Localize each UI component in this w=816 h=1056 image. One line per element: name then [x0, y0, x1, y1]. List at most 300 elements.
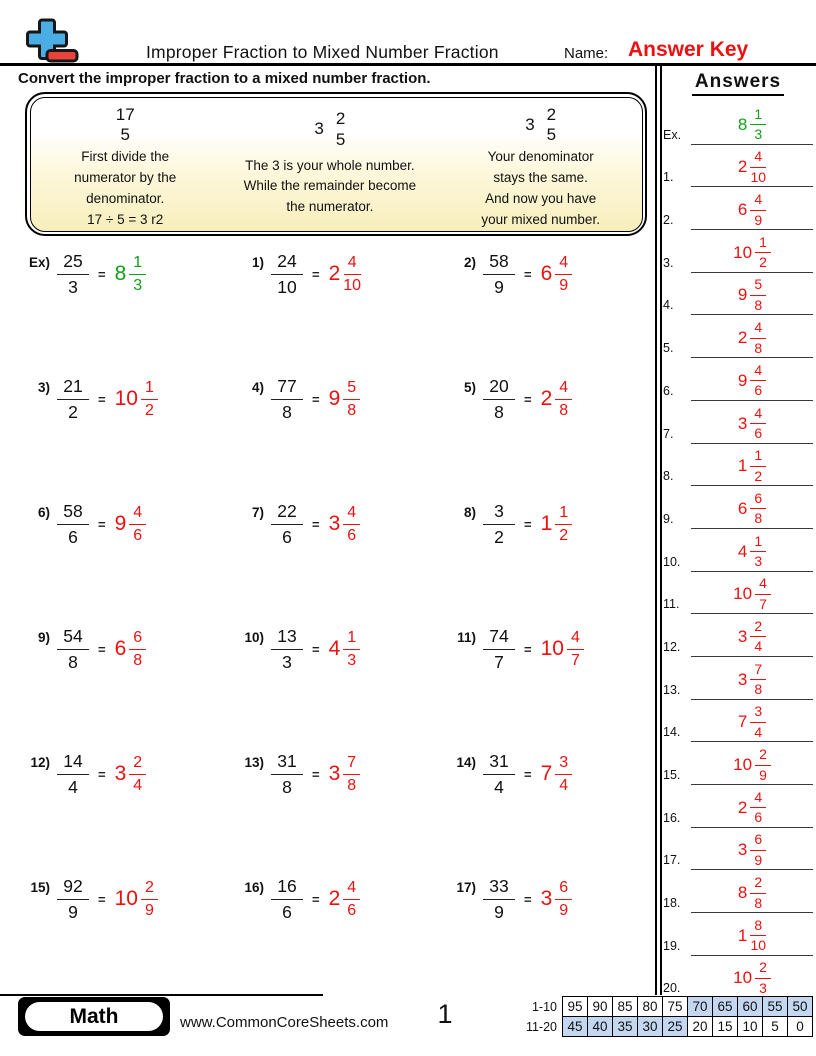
footer-rule	[0, 994, 323, 996]
answer-blank-line	[691, 831, 813, 870]
example-whole-number: 3	[314, 119, 324, 139]
fraction	[555, 253, 572, 296]
fraction	[129, 503, 146, 546]
fraction	[129, 253, 146, 296]
example-text-line: numerator by the	[74, 169, 177, 185]
improper-denominator: 8	[494, 401, 504, 422]
problem-body	[57, 750, 146, 799]
answer-item-16	[663, 785, 813, 828]
improper-fraction	[483, 500, 515, 549]
whole-number: 10	[733, 584, 753, 604]
fraction-denominator: 9	[754, 851, 763, 868]
answer-item-20	[663, 956, 813, 999]
whole-number: 3	[737, 626, 748, 646]
mixed-number-answer	[738, 148, 766, 186]
problem-11	[440, 613, 654, 738]
example-text	[481, 147, 600, 231]
equals-sign: =	[98, 391, 106, 407]
problem-7	[228, 488, 440, 613]
header	[0, 0, 816, 66]
fraction	[555, 878, 572, 921]
answer-item-4	[663, 273, 813, 316]
equals-sign: =	[312, 766, 320, 782]
fraction-denominator: 8	[559, 401, 569, 419]
mixed-number-answer	[329, 253, 361, 296]
whole-number: 2	[328, 887, 341, 911]
answer-label: 9.	[663, 511, 674, 526]
minus-icon	[47, 51, 77, 62]
fraction	[750, 447, 766, 485]
answer-blank-line	[691, 746, 813, 785]
fraction-numerator: 1	[141, 378, 158, 400]
improper-denominator: 6	[282, 901, 292, 922]
answer-label: 1.	[663, 170, 674, 185]
mixed-number-answer	[738, 447, 766, 485]
problem-body	[57, 875, 158, 924]
answer-label: 12.	[663, 639, 681, 654]
improper-fraction	[483, 875, 515, 924]
grading-cell: 10	[738, 1017, 763, 1037]
fraction-numerator: 4	[750, 148, 766, 168]
example-text-line: your mixed number.	[481, 211, 600, 227]
example-box-inner	[30, 97, 643, 232]
fraction-numerator: 4	[750, 405, 766, 425]
answer-label: 19.	[663, 938, 681, 953]
example-figure	[314, 104, 345, 156]
mixed-number-answer	[541, 628, 584, 671]
fraction-numerator: 4	[555, 378, 572, 400]
example-panel	[440, 98, 642, 231]
example-numerator: 2	[546, 104, 557, 124]
fraction-numerator: 4	[567, 628, 584, 650]
whole-number: 6	[114, 637, 127, 661]
problem-label: 13)	[244, 755, 264, 770]
improper-denominator: 3	[282, 651, 292, 672]
example-text-line: The 3 is your whole number.	[245, 157, 415, 173]
problem-label: 8)	[463, 505, 476, 520]
improper-numerator: 16	[271, 875, 303, 900]
answer-blank-line	[691, 362, 813, 401]
fraction-numerator: 4	[755, 575, 771, 595]
example-text-line: First divide the	[81, 148, 170, 164]
whole-number: 10	[114, 387, 138, 411]
improper-fraction	[57, 750, 89, 799]
fraction	[750, 490, 766, 528]
problem-2	[440, 238, 654, 363]
example-numerator: 2	[335, 109, 346, 129]
answer-label: 18.	[663, 896, 681, 911]
fraction-numerator: 7	[343, 753, 360, 775]
whole-number: 9	[737, 370, 748, 390]
equals-sign: =	[312, 266, 320, 282]
answer-item-5	[663, 315, 813, 358]
mixed-number-answer	[329, 503, 361, 546]
example-fraction-stack	[547, 105, 556, 146]
problem-label: 1)	[251, 255, 264, 270]
fraction-denominator: 2	[754, 467, 763, 484]
whole-number: 7	[540, 762, 553, 786]
mixed-number-answer	[738, 533, 766, 571]
fraction-denominator: 7	[759, 595, 767, 612]
mixed-number-answer	[541, 503, 573, 546]
answer-label: 10.	[663, 554, 681, 569]
equals-sign: =	[312, 891, 320, 907]
whole-number: 10	[733, 242, 753, 262]
improper-fraction	[483, 250, 515, 299]
fraction-denominator: 3	[347, 651, 357, 669]
mixed-number-answer	[738, 490, 766, 528]
problem-3	[14, 363, 228, 488]
answer-label: Ex.	[663, 127, 682, 142]
fraction-denominator: 8	[754, 510, 763, 527]
website-text: www.CommonCoreSheets.com	[180, 1014, 389, 1031]
whole-number: 3	[114, 762, 127, 786]
example-panel	[31, 98, 220, 231]
fraction-denominator: 10	[750, 937, 767, 954]
fraction-denominator: 9	[754, 211, 763, 228]
whole-number: 1	[737, 925, 748, 945]
answer-label: 13.	[663, 682, 681, 697]
equals-sign: =	[524, 391, 532, 407]
fraction-denominator: 10	[750, 168, 767, 185]
example-numerator: 17	[115, 104, 135, 124]
fraction	[750, 661, 766, 699]
improper-fraction	[271, 250, 303, 299]
mixed-number-answer	[738, 618, 766, 656]
problem-body	[483, 500, 572, 549]
grading-cell: 35	[613, 1017, 638, 1037]
equals-sign: =	[524, 766, 532, 782]
mixed-number-answer	[738, 191, 766, 229]
improper-numerator: 92	[57, 875, 89, 900]
grading-cell: 85	[613, 997, 638, 1017]
grading-cell: 50	[788, 997, 813, 1017]
fraction-numerator: 2	[755, 959, 771, 979]
mixed-number-answer	[738, 661, 766, 699]
fraction-numerator: 4	[343, 503, 360, 525]
fraction-numerator: 6	[750, 490, 766, 510]
fraction-numerator: 8	[750, 917, 766, 937]
example-figure	[116, 104, 135, 147]
fraction-denominator: 9	[144, 901, 154, 919]
fraction-numerator: 2	[750, 618, 766, 638]
mixed-number-answer	[115, 378, 158, 421]
mixed-number-answer	[115, 628, 147, 671]
improper-numerator: 14	[57, 750, 89, 775]
improper-numerator: 20	[483, 375, 515, 400]
improper-denominator: 7	[494, 651, 504, 672]
fraction-denominator: 6	[347, 901, 357, 919]
problem-label: 4)	[251, 380, 264, 395]
answers-column	[663, 66, 813, 998]
fraction	[750, 148, 766, 186]
answer-blank-line	[691, 533, 813, 572]
whole-number: 6	[737, 200, 748, 220]
improper-denominator: 4	[68, 776, 78, 797]
improper-denominator: 10	[277, 276, 297, 297]
problem-body	[271, 250, 361, 299]
improper-numerator: 58	[57, 500, 89, 525]
grading-cell: 5	[763, 1017, 788, 1037]
answer-blank-line	[691, 276, 813, 315]
problem-body	[271, 375, 360, 424]
fraction-denominator: 3	[759, 979, 767, 996]
example-text-line: While the remainder become	[243, 178, 417, 194]
fraction	[755, 746, 771, 784]
problem-body	[57, 500, 146, 549]
equals-sign: =	[524, 266, 532, 282]
grading-row	[526, 997, 813, 1017]
answer-item-18	[663, 870, 813, 913]
mixed-number-answer	[738, 405, 766, 443]
grading-row	[526, 1017, 813, 1037]
fraction-denominator: 9	[559, 276, 569, 294]
improper-numerator: 74	[483, 625, 515, 650]
answer-blank-line	[691, 191, 813, 230]
math-badge-label: Math	[25, 1002, 163, 1031]
improper-denominator: 8	[282, 776, 292, 797]
example-denominator: 5	[335, 129, 346, 149]
problems-grid	[14, 238, 654, 988]
answer-blank-line	[691, 917, 813, 956]
problem-Ex	[14, 238, 228, 363]
problem-1	[228, 238, 440, 363]
improper-fraction	[57, 500, 89, 549]
grading-cell: 40	[588, 1017, 613, 1037]
fraction	[343, 378, 360, 421]
whole-number: 10	[540, 637, 564, 661]
improper-fraction	[57, 625, 89, 674]
mixed-number-answer	[738, 276, 766, 314]
whole-number: 7	[737, 712, 748, 732]
fraction-denominator: 2	[144, 401, 154, 419]
whole-number: 2	[737, 797, 748, 817]
fraction-denominator: 3	[133, 276, 143, 294]
whole-number: 9	[737, 285, 748, 305]
example-text-line: Your denominator	[487, 148, 594, 164]
problem-10	[228, 613, 440, 738]
fraction-denominator: 8	[754, 339, 763, 356]
problem-label: 9)	[37, 630, 50, 645]
fraction-denominator: 8	[347, 776, 357, 794]
problem-label: 2)	[463, 255, 476, 270]
fraction-denominator: 8	[754, 681, 763, 698]
mixed-number-answer	[541, 378, 573, 421]
instruction-text: Convert the improper fraction to a mixed number fraction.	[18, 70, 431, 87]
fraction-numerator: 6	[555, 878, 572, 900]
grading-cell: 65	[713, 997, 738, 1017]
fraction-denominator: 2	[559, 526, 569, 544]
problem-12	[14, 738, 228, 863]
equals-sign: =	[312, 391, 320, 407]
fraction-numerator: 1	[750, 533, 766, 553]
mixed-number-answer	[329, 878, 361, 921]
fraction	[555, 503, 572, 546]
problem-body	[271, 875, 360, 924]
improper-denominator: 9	[494, 901, 504, 922]
fraction	[750, 831, 766, 869]
whole-number: 3	[737, 669, 748, 689]
fraction	[750, 533, 766, 571]
answer-item-19	[663, 913, 813, 956]
whole-number: 4	[737, 541, 748, 561]
example-text	[244, 156, 417, 219]
fraction-denominator: 7	[570, 651, 580, 669]
mixed-number-answer	[738, 319, 766, 357]
example-fraction-stack	[336, 109, 345, 150]
fraction	[750, 789, 766, 827]
answer-item-15	[663, 742, 813, 785]
problem-body	[483, 750, 572, 799]
whole-number: 6	[737, 498, 748, 518]
improper-numerator: 22	[271, 500, 303, 525]
fraction-denominator: 4	[133, 776, 143, 794]
answer-label: 15.	[663, 768, 681, 782]
example-text-line: denominator.	[86, 190, 165, 206]
fraction-denominator: 6	[754, 382, 763, 399]
mixed-number-answer	[733, 959, 771, 997]
problem-body	[483, 375, 572, 424]
improper-numerator: 21	[57, 375, 89, 400]
whole-number: 9	[328, 387, 341, 411]
problem-label: 3)	[37, 380, 50, 395]
fraction	[755, 959, 771, 997]
example-box	[25, 92, 647, 236]
fraction	[567, 628, 584, 671]
problem-body	[57, 250, 146, 299]
equals-sign: =	[524, 516, 532, 532]
improper-denominator: 6	[282, 526, 292, 547]
answers-title: Answers	[692, 71, 784, 96]
answer-blank-line	[691, 234, 813, 273]
fraction-denominator: 8	[754, 296, 763, 313]
whole-number: 8	[737, 114, 748, 134]
fraction	[343, 253, 361, 296]
problem-label: 16)	[244, 880, 264, 895]
whole-number: 1	[540, 512, 553, 536]
improper-denominator: 3	[68, 276, 78, 297]
improper-fraction	[271, 625, 303, 674]
answer-label: 8.	[663, 469, 674, 484]
answer-label: 17.	[663, 853, 681, 868]
fraction-denominator: 2	[759, 254, 767, 271]
whole-number: 9	[114, 512, 127, 536]
mixed-number-answer	[733, 234, 771, 272]
fraction-numerator: 4	[750, 789, 766, 809]
answer-item-7	[663, 401, 813, 444]
fraction	[141, 378, 158, 421]
fraction-numerator: 6	[129, 628, 146, 650]
fraction	[755, 234, 771, 272]
problem-body	[271, 750, 360, 799]
equals-sign: =	[98, 891, 106, 907]
improper-denominator: 2	[68, 401, 78, 422]
fraction	[750, 874, 766, 912]
improper-fraction	[271, 500, 303, 549]
answer-item-2	[663, 187, 813, 230]
fraction-denominator: 8	[133, 651, 143, 669]
answer-item-17	[663, 828, 813, 871]
fraction-numerator: 4	[555, 253, 572, 275]
problem-13	[228, 738, 440, 863]
plus-minus-logo-graphic	[26, 18, 84, 64]
fraction-numerator: 4	[344, 253, 361, 275]
fraction-denominator: 10	[343, 276, 362, 294]
mixed-number-answer	[115, 878, 158, 921]
fraction-denominator: 4	[754, 723, 763, 740]
fraction	[129, 753, 146, 796]
problem-body	[271, 500, 360, 549]
improper-numerator: 31	[483, 750, 515, 775]
improper-fraction	[57, 250, 89, 299]
example-text-line: the numerator.	[286, 199, 374, 215]
fraction	[750, 319, 766, 357]
grading-cell: 80	[638, 997, 663, 1017]
fraction	[343, 503, 360, 546]
example-fraction-stack	[116, 105, 135, 146]
grading-cell: 15	[713, 1017, 738, 1037]
answer-blank-line	[691, 575, 813, 614]
answer-item-8	[663, 444, 813, 487]
fraction	[750, 276, 766, 314]
problem-17	[440, 863, 654, 988]
answers-title-wrap	[663, 71, 813, 96]
fraction-numerator: 1	[129, 253, 146, 275]
grading-table-grid	[526, 996, 813, 1037]
grading-cell: 60	[738, 997, 763, 1017]
fraction-numerator: 3	[750, 703, 766, 723]
grading-cell: 30	[638, 1017, 663, 1037]
whole-number: 3	[540, 887, 553, 911]
whole-number: 6	[540, 262, 553, 286]
whole-number: 3	[737, 413, 748, 433]
answer-blank-line	[691, 618, 813, 657]
fraction-numerator: 1	[555, 503, 572, 525]
fraction-numerator: 5	[343, 378, 360, 400]
grading-cell: 20	[688, 1017, 713, 1037]
improper-numerator: 31	[271, 750, 303, 775]
answer-item-3	[663, 230, 813, 273]
page-title: Improper Fraction to Mixed Number Fraction	[146, 42, 499, 62]
equals-sign: =	[98, 266, 106, 282]
fraction-denominator: 6	[754, 425, 763, 441]
whole-number: 8	[737, 883, 748, 903]
whole-number: 8	[114, 262, 127, 286]
problem-15	[14, 863, 228, 988]
problem-body	[483, 250, 572, 299]
problem-label: 10)	[244, 630, 264, 645]
improper-denominator: 2	[494, 526, 504, 547]
plus-minus-logo	[26, 18, 84, 69]
answer-label: 6.	[663, 383, 674, 398]
answer-label: 3.	[663, 255, 674, 270]
improper-numerator: 25	[57, 250, 89, 275]
improper-fraction	[271, 750, 303, 799]
grading-cell: 55	[763, 997, 788, 1017]
fraction-denominator: 9	[559, 901, 569, 919]
answer-label: 2.	[663, 213, 674, 228]
fraction	[343, 878, 360, 921]
mixed-number-answer	[738, 789, 766, 827]
problem-16	[228, 863, 440, 988]
mixed-number-answer	[541, 878, 573, 921]
equals-sign: =	[98, 641, 106, 657]
fraction-denominator: 4	[559, 776, 569, 794]
whole-number: 1	[737, 456, 748, 476]
grading-cell: 25	[663, 1017, 688, 1037]
name-label: Name:	[564, 45, 609, 62]
answer-blank-line	[691, 447, 813, 486]
